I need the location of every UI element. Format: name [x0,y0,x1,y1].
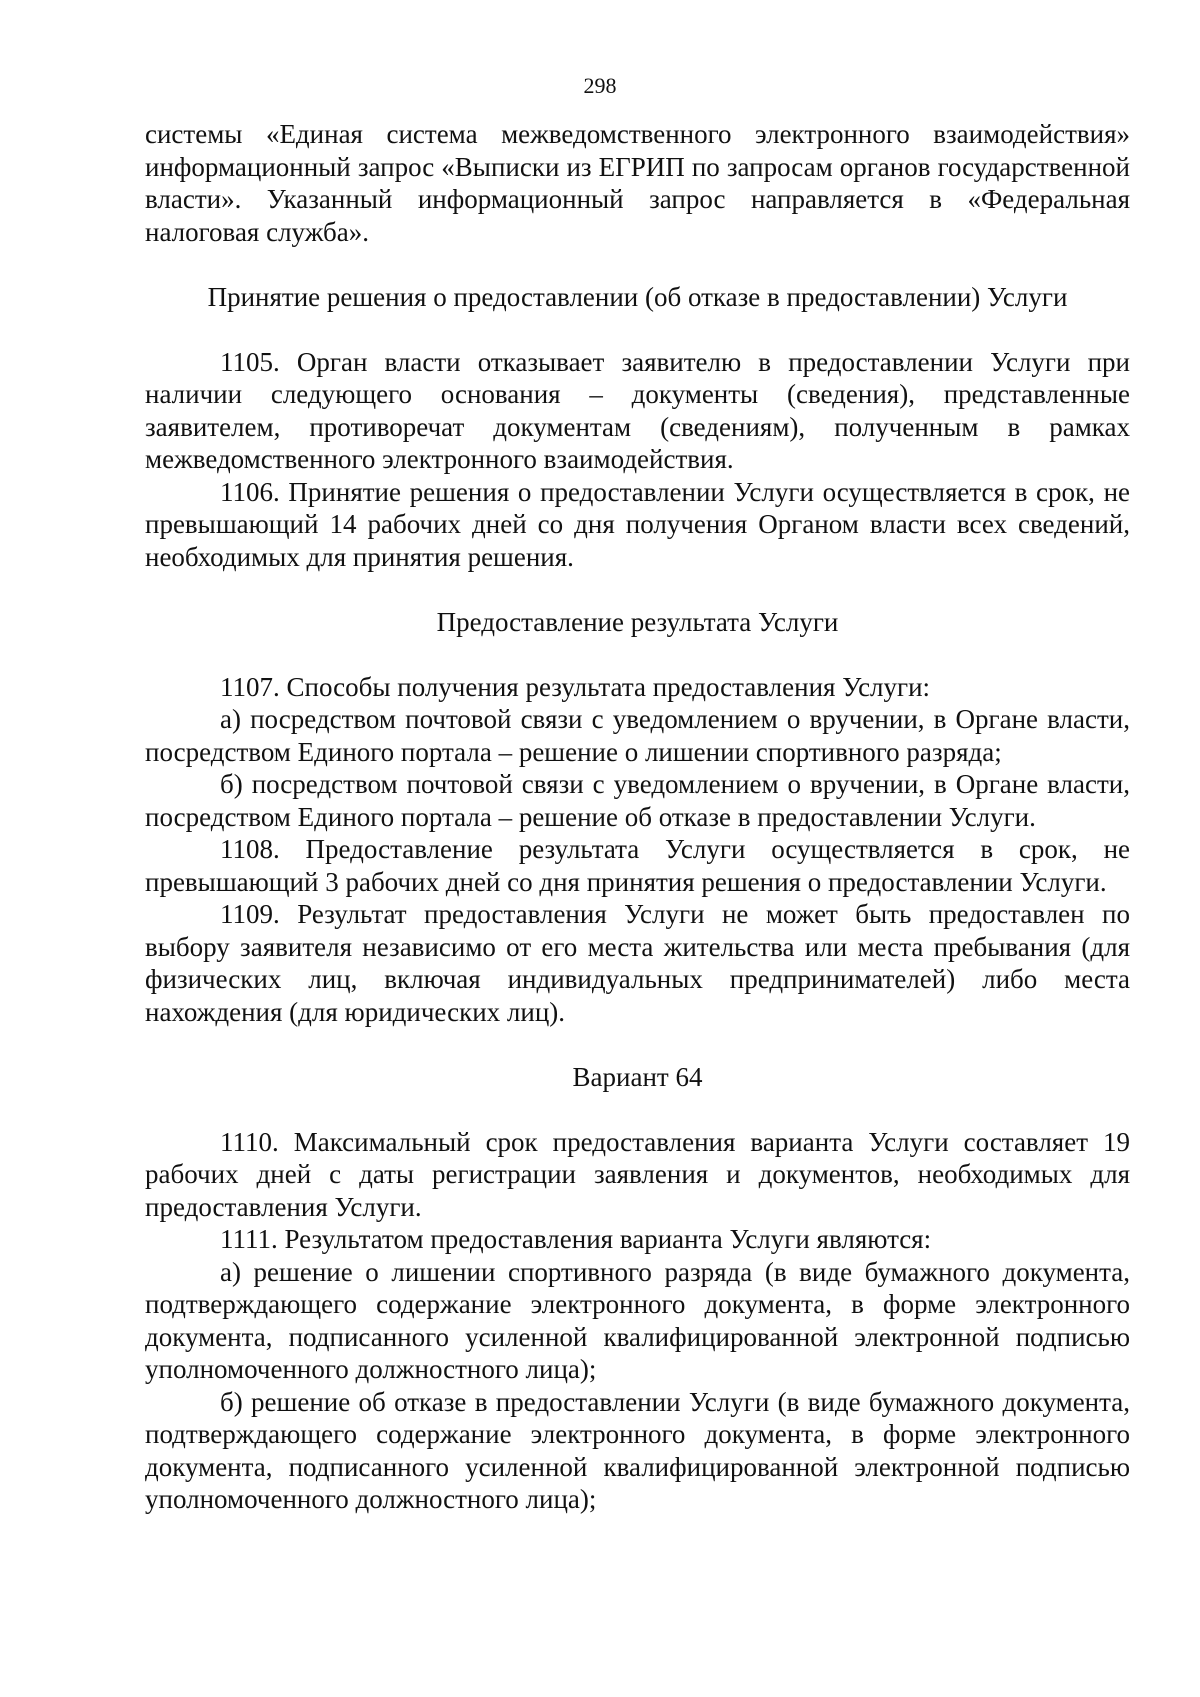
paragraph: 1109. Результат предоставления Услуги не может быть предоставлен по выбору заявителя независимо от его места жительства или места пребывания (для физических лиц, включая индивидуальных предпринимателей) либо места нахождения (для юридических лиц). [145,899,1130,1027]
paragraph: 1106. Принятие решения о предоставлении Услуги осуществляется в срок, не превышающий 14 рабочих дней со дня получения Органом власти всех сведений, необходимых для принятия решения. [145,476,1130,572]
paragraph: 1107. Способы получения результата предоставления Услуги: [220,671,931,702]
paragraph-gap [145,248,1130,281]
paragraph-gap [145,638,1130,671]
paragraph: 1105. Орган власти отказывает заявителю в предоставлении Услуги при наличии следующего основания – документы (сведения), представленные заявителем, противоречат документам (сведениям), полученным в рамках межведомственного электронного взаимодействия. [145,346,1130,474]
paragraph-gap [145,573,1130,606]
paragraph: 1108. Предоставление результата Услуги осуществляется в срок, не превышающий 3 рабочих дней со дня принятия решения о предоставлении Услуги. [145,834,1130,897]
paragraph: системы «Единая система межведомственного электронного взаимодействия» информационный запрос «Выписки из ЕГРИП по запросам органов государственной власти». Указанный информационный запрос направляется в «Федеральная налоговая служба». [145,119,1130,247]
paragraph-gap [145,1028,1130,1061]
paragraph-gap [145,313,1130,346]
paragraph: а) посредством почтовой связи с уведомлением о вручении, в Органе власти, посредством Единого портала – решение о лишении спортивного разряда; [145,704,1130,767]
paragraph: б) решение об отказе в предоставлении Услуги (в виде бумажного документа, подтверждающего содержание электронного документа, в форме электронного документа, подписанного усиленной квалифицированной электронной подписью уполномоченного должностного лица); [145,1386,1130,1514]
paragraph: 1111. Результатом предоставления варианта Услуги являются: [220,1224,932,1254]
paragraph: а) решение о лишении спортивного разряда (в виде бумажного документа, подтверждающего содержание электронного документа, в форме электронного документа, подписанного усиленной квалифицированной электронной подписью уполномоченного должностного лица); [145,1256,1130,1384]
paragraph: б) посредством почтовой связи с уведомлением о вручении, в Органе власти, посредством Единого портала – решение об отказе в предоставлении Услуги. [145,769,1130,832]
section-heading: Вариант 64 [572,1061,703,1092]
document-body [145,118,1130,1516]
section-heading: Предоставление результата Услуги [436,606,839,637]
page-number: 298 [583,73,617,98]
section-heading: Принятие решения о предоставлении (об отказе в предоставлении) Услуги [207,281,1068,312]
paragraph-gap [145,1093,1130,1126]
paragraph: 1110. Максимальный срок предоставления варианта Услуги составляет 19 рабочих дней с даты регистрации заявления и документов, необходимых для предоставления Услуги. [145,1126,1130,1222]
